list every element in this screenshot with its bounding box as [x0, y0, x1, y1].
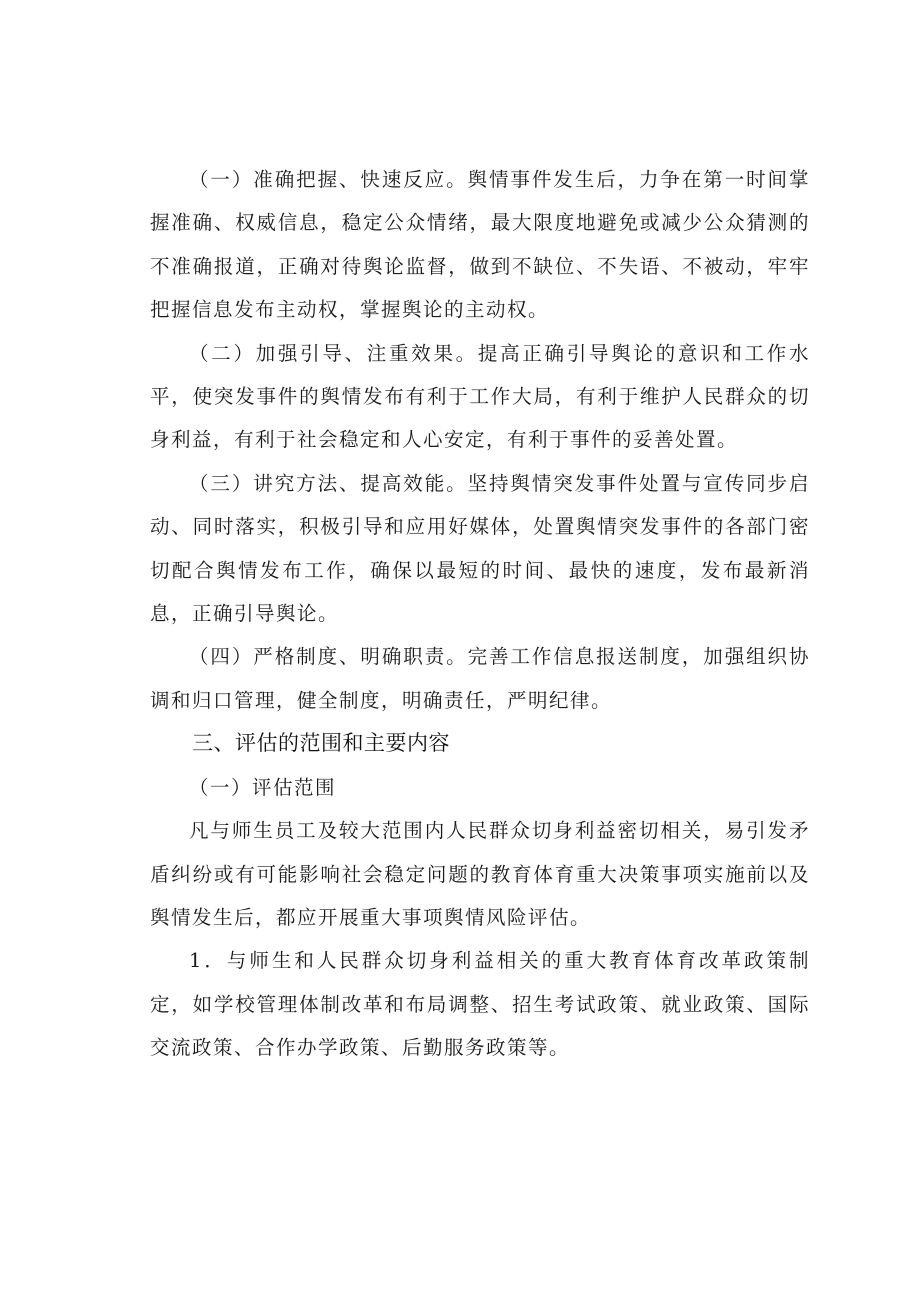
- paragraph-principle-2: （二）加强引导、注重效果。提高正确引导舆论的意识和工作水平，使突发事件的舆情发布有利于工作大局，有利于维护人民群众的切身利益，有利于社会稳定和人心安定，有利于事件的妥善处置。: [150, 341, 810, 452]
- subsection-heading: （一）评估范围: [189, 775, 337, 799]
- paragraph-principle-3: （三）讲究方法、提高效能。坚持舆情突发事件处置与宣传同步启动、同时落实，积极引导和应用好媒体，处置舆情突发事件的各部门密切配合舆情发布工作，确保以最短的时间、最快的速度，发布最新消息，正确引导舆论。: [150, 471, 810, 626]
- paragraph-item-1: 1．与师生和人民群众切身利益相关的重大教育体育改革政策制定，如学校管理体制改革和布局调整、招生考试政策、就业政策、国际交流政策、合作办学政策、后勤服务政策等。: [150, 949, 810, 1060]
- paragraph-principle-1: （一）准确把握、快速反应。舆情事件发生后，力争在第一时间掌握准确、权威信息，稳定公众情绪，最大限度地避免或减少公众猜测的不准确报道，正确对待舆论监督，做到不缺位、不失语、不被动，牢牢把握信息发布主动权，掌握舆论的主动权。: [150, 168, 810, 322]
- paragraph-scope: 凡与师生员工及较大范围内人民群众切身利益密切相关，易引发矛盾纠纷或有可能影响社会稳定问题的教育体育重大决策事项实施前以及舆情发生后，都应开展重大事项舆情风险评估。: [150, 819, 810, 929]
- document-body: [150, 158, 810, 1070]
- paragraph-principle-4: （四）严格制度、明确职责。完善工作信息报送制度，加强组织协调和归口管理，健全制度，明确责任，严明纪律。: [150, 645, 810, 712]
- section-heading: 三、评估的范围和主要内容: [192, 731, 450, 756]
